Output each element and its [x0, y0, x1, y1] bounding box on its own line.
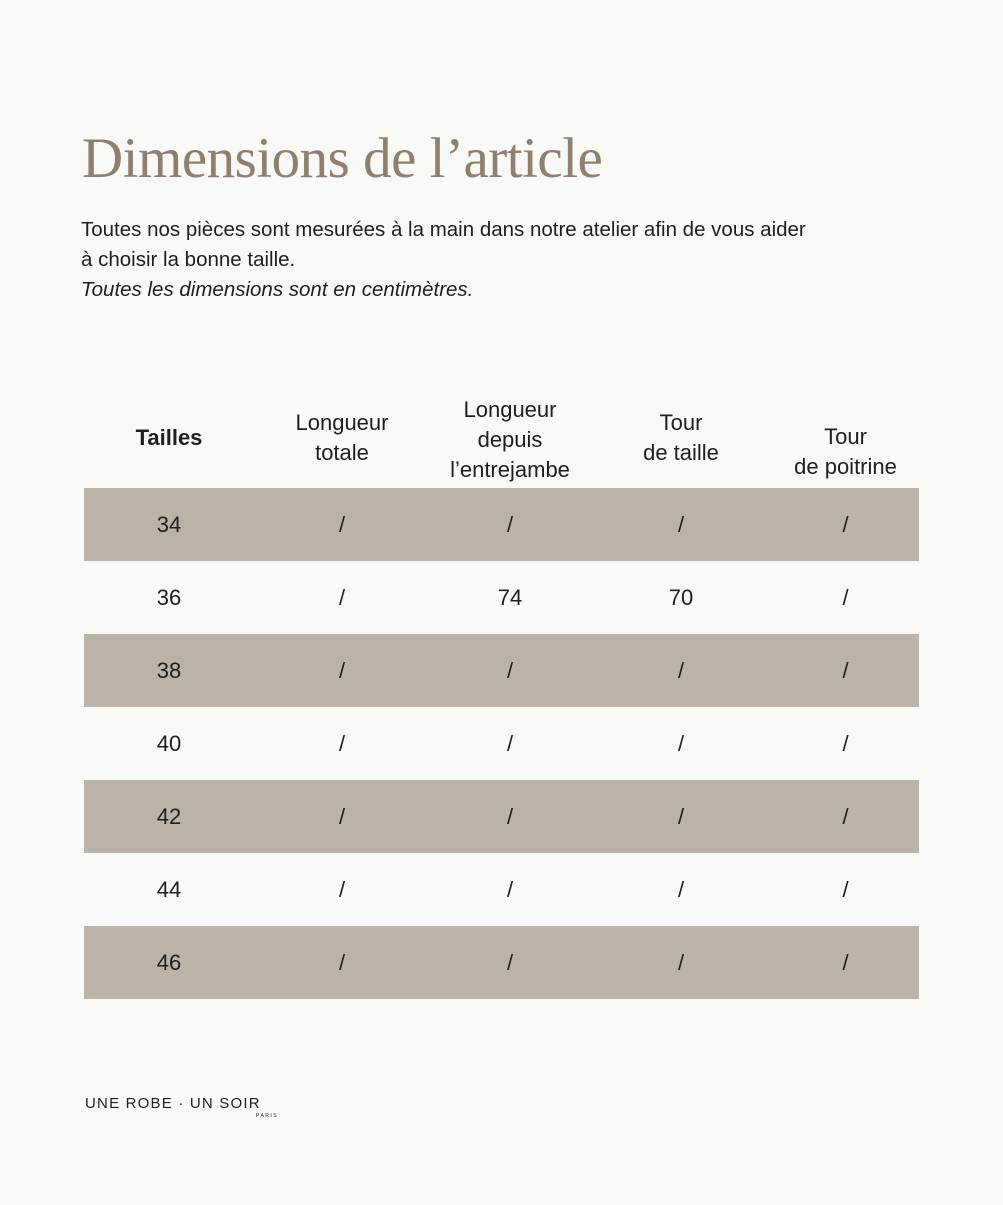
- measurement-cell: /: [506, 511, 514, 537]
- size-cell: 34: [156, 511, 182, 537]
- measurement-cell: /: [677, 803, 685, 829]
- size-cell: 40: [156, 730, 182, 756]
- intro-line-2: à choisir la bonne taille.: [81, 248, 296, 271]
- size-cell: 44: [156, 876, 182, 902]
- size-cell: 38: [156, 657, 182, 683]
- table-body: [84, 488, 919, 999]
- measurement-cell: /: [842, 949, 849, 975]
- measurement-cell: /: [338, 730, 346, 756]
- measurement-cell: /: [842, 511, 849, 537]
- header-chest: [772, 422, 919, 482]
- measurement-cell: 74: [497, 584, 523, 610]
- measurement-cell: /: [842, 803, 849, 829]
- measurement-cell: /: [677, 730, 685, 756]
- size-cell: 36: [156, 584, 182, 610]
- measurement-cell: /: [677, 949, 685, 975]
- measurement-cell: /: [506, 803, 514, 829]
- measurement-cell: /: [338, 803, 346, 829]
- measurement-cell: /: [338, 876, 346, 902]
- size-cell: 42: [156, 803, 182, 829]
- header-line: Tour: [824, 424, 867, 449]
- header-line: de poitrine: [794, 454, 897, 479]
- measurement-cell: /: [842, 657, 849, 683]
- measurement-cell: /: [842, 584, 849, 610]
- header-line: Longueur: [295, 410, 389, 435]
- measurement-cell: /: [506, 949, 514, 975]
- table-row: [84, 926, 919, 999]
- header-line: totale: [315, 440, 369, 465]
- measurement-cell: /: [677, 657, 685, 683]
- measurement-cell: /: [677, 876, 685, 902]
- table-row: [84, 488, 919, 561]
- units-note: Toutes les dimensions sont en centimètres.: [81, 278, 474, 301]
- table-row: [84, 707, 919, 780]
- intro-line-1: Toutes nos pièces sont mesurées à la main dans notre atelier afin de vous aider: [81, 218, 806, 241]
- brand-city: PARIS: [256, 1113, 279, 1119]
- header-total-length: [254, 408, 430, 468]
- measurement-cell: /: [506, 657, 514, 683]
- measurement-cell: 70: [668, 584, 694, 610]
- measurement-cell: /: [842, 730, 849, 756]
- header-line: depuis: [477, 427, 543, 452]
- brand-logo: UNE ROBE · UN SOIR: [85, 1095, 261, 1112]
- measurement-cell: /: [338, 511, 346, 537]
- table-row: [84, 634, 919, 707]
- measurement-cell: /: [338, 584, 346, 610]
- intro-text: [81, 215, 941, 305]
- header-line: Longueur: [463, 397, 557, 422]
- measurement-cell: /: [842, 876, 849, 902]
- table-row: [84, 780, 919, 853]
- size-cell: 46: [156, 949, 182, 975]
- header-waist: [590, 408, 772, 468]
- measurement-cell: /: [338, 949, 346, 975]
- header-line: Tour: [659, 410, 703, 435]
- table-row: [84, 853, 919, 926]
- size-table: [84, 388, 919, 999]
- header-sizes: [84, 423, 254, 453]
- measurement-cell: /: [338, 657, 346, 683]
- measurement-cell: /: [506, 730, 514, 756]
- measurement-cell: /: [677, 511, 685, 537]
- measurement-cell: /: [506, 876, 514, 902]
- header-line: Tailles: [135, 425, 203, 450]
- table-row: [84, 561, 919, 634]
- page-title: Dimensions de l’article: [82, 127, 603, 190]
- header-line: l’entrejambe: [450, 457, 570, 482]
- table-header: [84, 388, 919, 488]
- header-inseam-length: [430, 395, 590, 485]
- header-line: de taille: [643, 440, 719, 465]
